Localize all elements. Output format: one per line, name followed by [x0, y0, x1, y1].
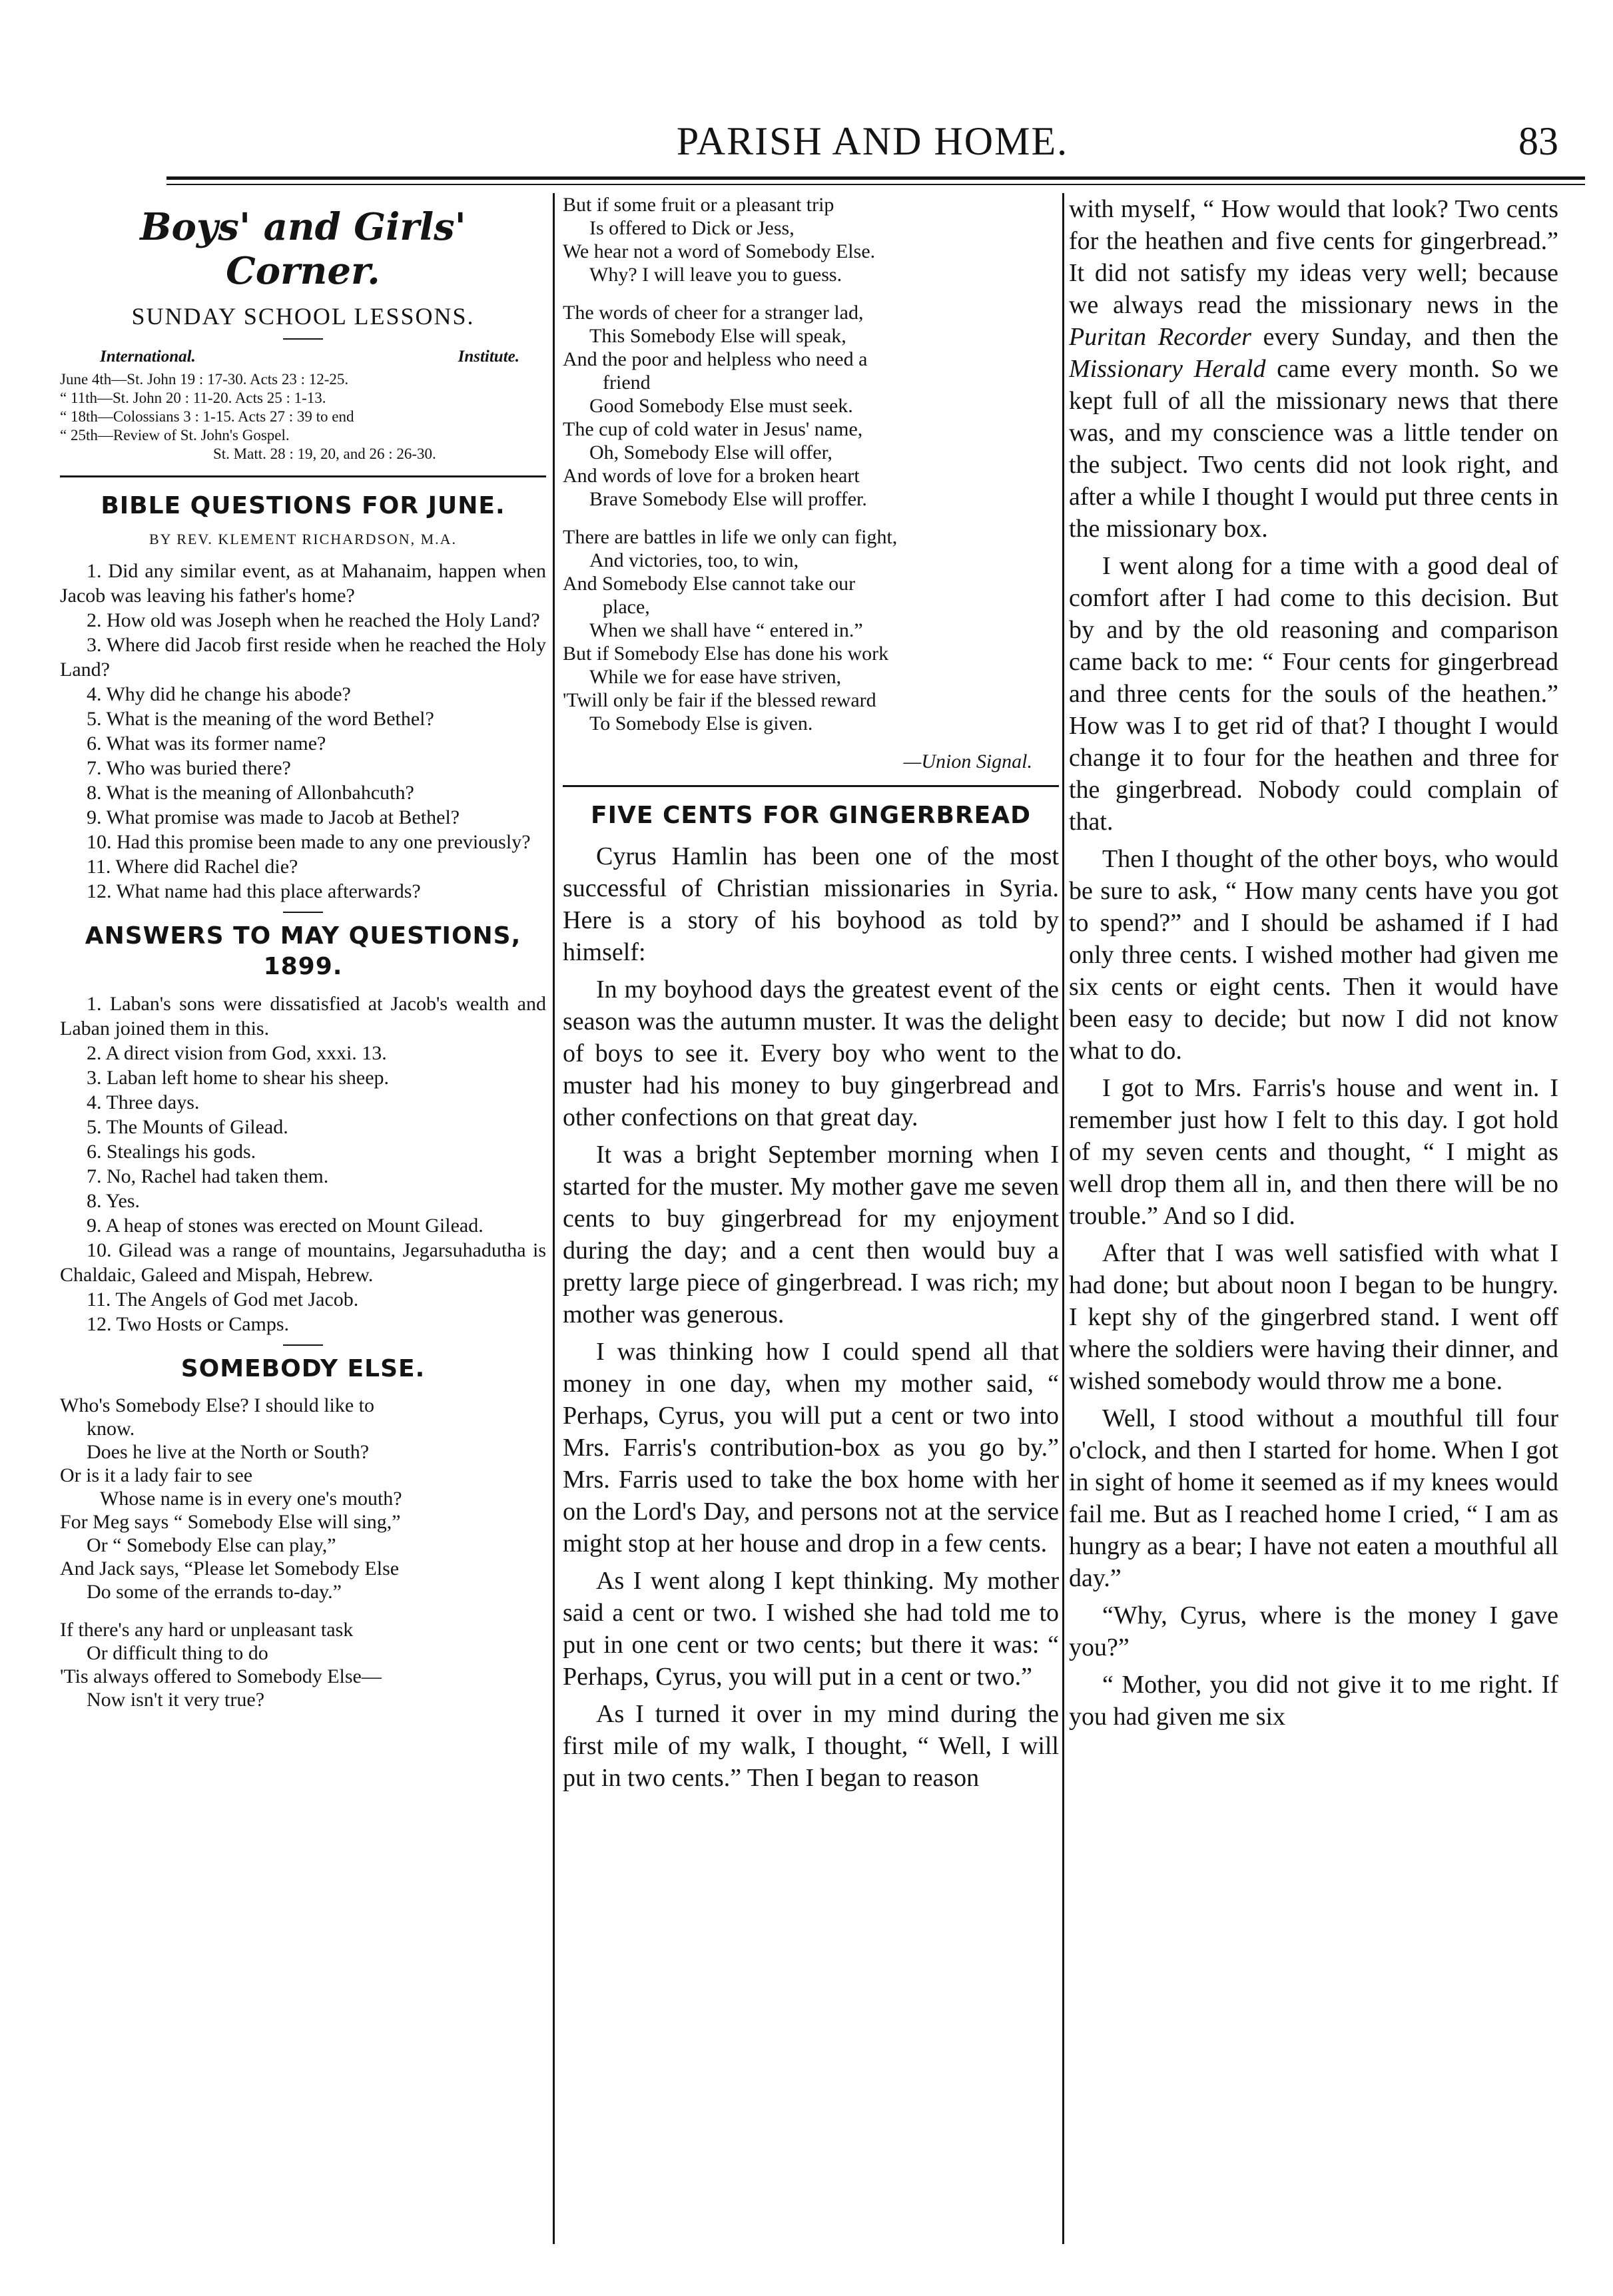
lesson-item: June 4th—St. John 19 : 17-30. Acts 23 : 12-25. — [60, 371, 349, 388]
publication-title: Missionary Herald — [1069, 355, 1266, 383]
poem-line: And the poor and helpless who need a — [563, 348, 868, 370]
poem-stanza — [563, 193, 1059, 286]
poem-line: know. — [87, 1418, 135, 1440]
story-paragraph: In my boyhood days the greatest event of the season was the autumn muster. It was the delight of boys to see it. Every boy who went to the muster had his money to buy gingerbread and other confections on that great day. — [563, 976, 1059, 1131]
question-item: 8. What is the meaning of Allonbahcuth? — [87, 782, 414, 804]
lesson-item: “ 11th—St. John 20 : 11-20. Acts 25 : 1-13. — [60, 390, 326, 406]
poem-line: While we for ease have striven, — [589, 666, 842, 688]
story-text: came every month. So we kept full of all the missionary news that there was, and my conscience was a little tender on the subject. Two cents did not look right, and after a while I thought I would put three cents in the missionary box. — [1069, 355, 1558, 543]
gingerbread-heading: FIVE CENTS FOR GINGERBREAD — [590, 802, 1031, 829]
column-divider-1 — [553, 193, 555, 2244]
poem-line: friend — [603, 372, 651, 394]
poem-line: The words of cheer for a stranger lad, — [563, 302, 864, 324]
poem-line: There are battles in life we only can fight, — [563, 526, 898, 548]
lesson-item: “ 18th—Colossians 3 : 1-15. Acts 27 : 39 to end — [60, 408, 354, 425]
story-text: with myself, “ How would that look? Two cents for the heathen and five cents for gingerbread.” It did not satisfy my ideas very well; because we always read the missionary news in the — [1069, 195, 1558, 319]
poem-line: Who's Somebody Else? I should like to — [60, 1394, 375, 1416]
poem-line: Or “ Somebody Else can play,” — [87, 1534, 336, 1556]
poem-stanza — [563, 301, 1059, 511]
answer-item: 6. Stealings his gods. — [87, 1141, 256, 1163]
story-paragraph: “Why, Cyrus, where is the money I gave you?” — [1069, 1601, 1558, 1661]
answer-item: 1. Laban's sons were dissatisfied at Jacob's wealth and Laban joined them in this. — [60, 993, 546, 1039]
poem-line: Is offered to Dick or Jess, — [589, 217, 795, 239]
question-item: 6. What was its former name? — [87, 732, 326, 754]
question-item: 2. How old was Joseph when he reached the Holy Land? — [87, 609, 540, 631]
question-item: 3. Where did Jacob first reside when he reached the Holy Land? — [60, 634, 546, 681]
story-paragraph: I got to Mrs. Farris's house and went in. I remember just how I felt to this day. I got hold of my seven cents and thought, “ I might as well drop them all in, and then there will be no trouble.” And so I did. — [1069, 1074, 1558, 1230]
somebody-else-heading: SOMEBODY ELSE. — [180, 1355, 426, 1382]
column-divider-2 — [1062, 193, 1064, 2244]
lesson-head-international: International. — [100, 348, 196, 366]
story-paragraph: “ Mother, you did not give it to me right. If you had given me six — [1069, 1671, 1558, 1731]
short-rule — [283, 912, 323, 913]
poem-line: Good Somebody Else must seek. — [589, 395, 853, 417]
answer-item: 10. Gilead was a range of mountains, Jegarsuhadutha is Chaldaic, Galeed and Mispah, Hebrew. — [60, 1239, 546, 1286]
question-item: 5. What is the meaning of the word Bethel? — [87, 708, 434, 730]
bible-byline: BY REV. KLEMENT RICHARDSON, M.A. — [149, 531, 458, 547]
story-paragraph: After that I was well satisfied with what I had done; but about noon I began to be hungry. I kept shy of the gingerbred stand. I went off where the soldiers were having their dinner, and wished somebody would throw me a bone. — [1069, 1239, 1558, 1395]
answer-item: 8. Yes. — [87, 1190, 141, 1212]
poem-line: But if Somebody Else has done his work — [563, 643, 889, 665]
answer-item: 5. The Mounts of Gilead. — [87, 1116, 288, 1138]
poem-stanza — [60, 1394, 546, 1603]
short-rule — [283, 1344, 323, 1346]
answers-heading: ANSWERS TO MAY QUESTIONS, 1899. — [85, 922, 521, 980]
poem-line: 'Twill only be fair if the blessed reward — [563, 689, 876, 711]
story-paragraph: As I turned it over in my mind during the first mile of my walk, I thought, “ Well, I will put in two cents.” Then I began to reason — [563, 1700, 1059, 1792]
answer-item: 4. Three days. — [87, 1091, 200, 1113]
page-number: 83 — [1518, 119, 1558, 163]
story-paragraph: Then I thought of the other boys, who would be sure to ask, “ How many cents have you got to spend?” and I should be ashamed if I had only three cents. I wished mother had given me six cents or eight cents. Then it would have been easy to decide; but now I did not know what to do. — [1069, 845, 1558, 1065]
answer-item: 12. Two Hosts or Camps. — [87, 1313, 290, 1335]
story-paragraph: I was thinking how I could spend all that money in one day, when my mother said, “ Perhaps, Cyrus, you will put a cent or two into Mrs. Farris's contribution-box as you go by.” Mrs. Farris used to take the box home with her on the Lord's Day, and persons not at the service might stop at her house and drop in a few cents. — [563, 1338, 1059, 1558]
lesson-item: “ 25th—Review of St. John's Gospel. — [60, 427, 290, 443]
poem-line: Brave Somebody Else will proffer. — [589, 488, 867, 510]
question-item: 10. Had this promise been made to any one previously? — [87, 831, 531, 853]
section-rule — [60, 475, 546, 477]
publication-title: Puritan Recorder — [1069, 323, 1251, 351]
story-paragraph: Well, I stood without a mouthful till four o'clock, and then I started for home. When I got in sight of home it seemed as if my knees would fail me. But as I reached home I cried, “ I am as hungry as a bear; I have not eaten a mouthful all day.” — [1069, 1404, 1558, 1592]
header-rule-thick — [166, 176, 1585, 180]
story-paragraph: It was a bright September morning when I started for the muster. My mother gave me seven cents to buy gingerbread for my enjoyment during the day; and a cent then would buy a pretty large piece of gingerbread. I was rich; my mother was generous. — [563, 1141, 1059, 1328]
column-2 — [563, 193, 1059, 2251]
lessons-title: SUNDAY SCHOOL LESSONS. — [131, 303, 475, 330]
poem-credit: —Union Signal. — [903, 750, 1032, 772]
lesson-heads — [60, 348, 546, 366]
poem-line: Why? I will leave you to guess. — [589, 264, 842, 286]
poem-line: And Jack says, “Please let Somebody Else — [60, 1558, 400, 1579]
column-1 — [60, 193, 546, 2251]
lesson-list — [60, 370, 546, 463]
poem-line: Whose name is in every one's mouth? — [100, 1488, 402, 1510]
poem-line: Or difficult thing to do — [87, 1642, 268, 1664]
question-item: 11. Where did Rachel die? — [87, 856, 298, 878]
poem-line: For Meg says “ Somebody Else will sing,” — [60, 1511, 401, 1533]
poem-line: To Somebody Else is given. — [589, 713, 813, 734]
answer-item: 2. A direct vision from God, xxxi. 13. — [87, 1042, 387, 1064]
story-text: every Sunday, and then the — [1251, 323, 1558, 351]
poem-line: Oh, Somebody Else will offer, — [589, 441, 832, 463]
poem-line: We hear not a word of Somebody Else. — [563, 240, 876, 262]
story-paragraph: Cyrus Hamlin has been one of the most successful of Christian missionaries in Syria. Here is a story of his boyhood as told by himself: — [563, 842, 1059, 966]
header-rule-thin — [166, 184, 1585, 185]
answer-item: 9. A heap of stones was erected on Mount Gilead. — [87, 1215, 484, 1237]
section-rule — [563, 785, 1059, 787]
somebody-else-poem-continued — [563, 193, 1059, 773]
poem-line: And victories, too, to win, — [589, 549, 799, 571]
bible-questions-heading: BIBLE QUESTIONS FOR JUNE. — [101, 492, 505, 519]
lesson-item: St. Matt. 28 : 19, 20, and 26 : 26-30. — [213, 445, 436, 462]
poem-line: Or is it a lady fair to see — [60, 1464, 253, 1486]
poem-line: Do some of the errands to-day.” — [87, 1581, 342, 1603]
question-item: 12. What name had this place afterwards? — [87, 880, 421, 902]
gingerbread-story — [563, 840, 1059, 1794]
question-item: 4. Why did he change his abode? — [87, 683, 351, 705]
poem-line: The cup of cold water in Jesus' name, — [563, 418, 863, 440]
answer-item: 3. Laban left home to shear his sheep. — [87, 1067, 390, 1089]
poem-stanza — [60, 1618, 546, 1711]
poem-line: If there's any hard or unpleasant task — [60, 1619, 354, 1641]
page-header — [166, 113, 1578, 180]
corner-title: Boys' and Girls' Corner. — [140, 205, 466, 293]
story-paragraph: I went along for a time with a good deal of comfort after I had come to this decision. But by and by the old reasoning and comparison came back to me: “ Four cents for gingerbread and three cents for the souls of the heathen.” How was I to get rid of that? I thought I would change it to four for the heathen and three for the gingerbread. Nobody could complain of that. — [1069, 552, 1558, 836]
question-item: 9. What promise was made to Jacob at Bethel? — [87, 806, 460, 828]
poem-line: When we shall have “ entered in.” — [589, 619, 863, 641]
story-paragraph: As I went along I kept thinking. My mother said a cent or two. I wished she had told me to put in one cent or two cents; but there it was: “ Perhaps, Cyrus, you will put in a cent or two.” — [563, 1567, 1059, 1691]
story-paragraph — [1069, 193, 1558, 545]
poem-line: place, — [603, 596, 650, 618]
poem-line: 'Tis always offered to Somebody Else— — [60, 1665, 382, 1687]
poem-line: And words of love for a broken heart — [563, 465, 860, 487]
answer-list — [60, 992, 546, 1336]
poem-line: And Somebody Else cannot take our — [563, 573, 856, 595]
somebody-else-poem — [60, 1394, 546, 1711]
question-item: 1. Did any similar event, as at Mahanaim, happen when Jacob was leaving his father's home? — [60, 560, 546, 607]
poem-line: But if some fruit or a pleasant trip — [563, 194, 834, 216]
poem-line: Now isn't it very true? — [87, 1689, 265, 1711]
poem-line: Does he live at the North or South? — [87, 1441, 370, 1463]
poem-stanza — [563, 525, 1059, 735]
running-title: PARISH AND HOME. — [676, 119, 1069, 163]
question-item: 7. Who was buried there? — [87, 757, 291, 779]
lesson-head-institute: Institute. — [458, 348, 519, 366]
short-rule — [283, 338, 323, 340]
poem-line: This Somebody Else will speak, — [589, 325, 846, 347]
answer-item: 11. The Angels of God met Jacob. — [87, 1289, 359, 1310]
answer-item: 7. No, Rachel had taken them. — [87, 1165, 329, 1187]
gingerbread-story-continued — [1069, 193, 1558, 1733]
column-3 — [1069, 193, 1558, 2251]
question-list — [60, 559, 546, 904]
